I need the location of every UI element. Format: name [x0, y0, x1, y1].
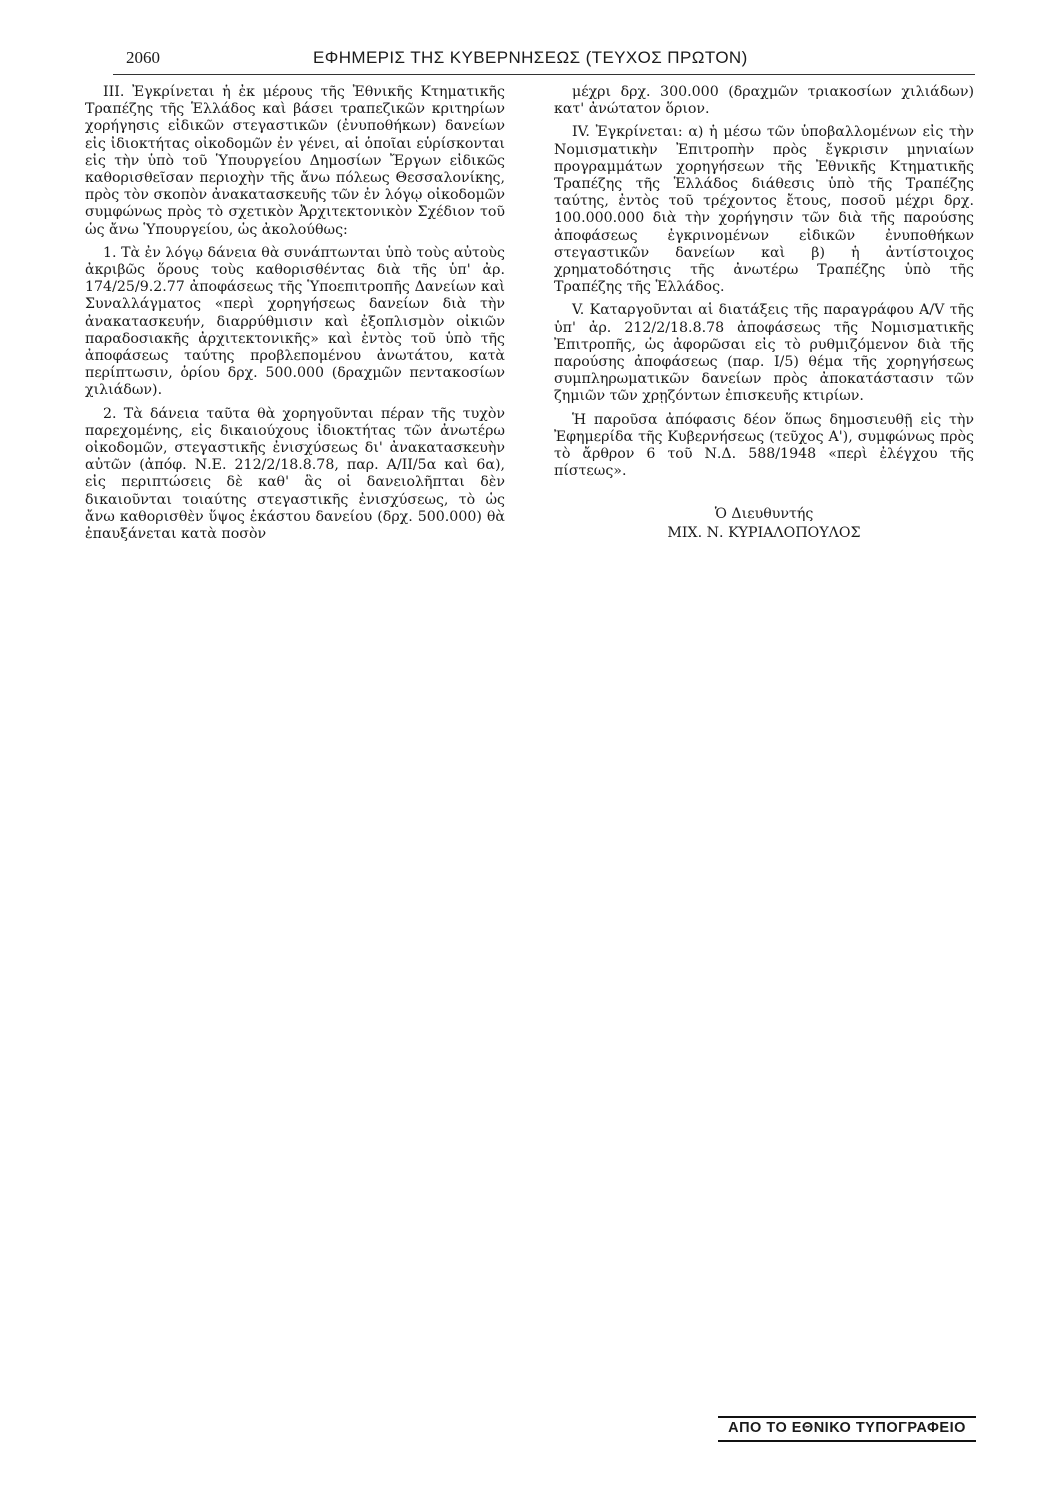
paragraph-iii-2: 2. Τὰ δάνεια ταῦτα θὰ χορηγοῦνται πέραν τῆς τυχὸν παρεχομένης, εἰς δικαιούχους ἰδιοκτήτας τῶν ἀνωτέρω οἰκοδομῶν, στεγαστικῆς ἐνισχύσεως δι' ἀνακατασκευὴν αὐτῶν (ἀπόφ. Ν.Ε. 212/2/18.8.78, παρ. Α/ΙΙ/5α καὶ 6α), εἰς περιπτώσεις δὲ καθ' ἃς οἱ δανειολῆπται δὲν δικαιοῦνται τοιαύτης στεγαστικῆς ἐνισχύσεως, τὸ ὡς ἄνω καθορισθὲν ὕψος ἑκάστου δανείου (δρχ. 500.000) θὰ ἐπαυξάνεται κατὰ ποσὸν: [85, 405, 505, 543]
right-column: [554, 84, 974, 486]
left-column: [85, 84, 505, 549]
signatory-name: ΜΙΧ. Ν. ΚΥΡΙΑΛΟΠΟΥΛΟΣ: [667, 525, 861, 541]
paragraph-v: V. Καταργοῦνται αἱ διατάξεις τῆς παραγράφου Α/V τῆς ὑπ' ἀρ. 212/2/18.8.78 ἀποφάσεως τῆς Νομισματικῆς Ἐπιτροπῆς, ὡς ἀφορῶσαι εἰς τὸ ρυθμιζόμενον διὰ τῆς παρούσης ἀποφάσεως (παρ. Ι/5) θέμα τῆς χορηγήσεως συμπληρωματικῶν δανείων πρὸς ἀποκατάστασιν τῶν ζημιῶν τῶν χρῃζόντων ἐπισκευῆς κτιρίων.: [554, 302, 974, 405]
header-divider: [113, 74, 975, 75]
paragraph-iii-2-continued: μέχρι δρχ. 300.000 (δραχμῶν τριακοσίων χιλιάδων) κατ' ἀνώτατον ὅριον.: [554, 84, 974, 118]
signatory-role: Ὁ Διευθυντής: [714, 506, 814, 522]
signature-block: [554, 505, 974, 543]
page-number: 2060: [126, 48, 160, 67]
printer-imprint: ΑΠΟ ΤΟ ΕΘΝΙΚΟ ΤΥΠΟΓΡΑΦΕΙΟ: [718, 1416, 976, 1442]
page-header: [113, 48, 975, 76]
paragraph-iii-1: 1. Τὰ ἐν λόγῳ δάνεια θὰ συνάπτωνται ὑπὸ τοὺς αὐτοὺς ἀκριβῶς ὅρους τοὺς καθορισθέντας διὰ τῆς ὑπ' ἀρ. 174/25/9.2.77 ἀποφάσεως τῆς Ὑποεπιτροπῆς Δανείων καὶ Συναλλάγματος «περὶ χορηγήσεως δανείων διὰ τὴν ἀνακατασκευήν, διαρρύθμισιν καὶ ἐξοπλισμὸν οἰκιῶν παραδοσιακῆς ἀρχιτεκτονικῆς» καὶ ἐντὸς τοῦ ὑπὸ τῆς ἀποφάσεως ταύτης προβλεπομένου ἀνωτάτου, κατὰ περίπτωσιν, ὁρίου δρχ. 500.000 (δραχμῶν πεντακοσίων χιλιάδων).: [85, 244, 505, 399]
page-title: ΕΦΗΜΕΡΙΣ ΤΗΣ ΚΥΒΕΡΝΗΣΕΩΣ (ΤΕΥΧΟΣ ΠΡΩΤΟΝ): [313, 48, 748, 67]
paragraph-iv: IV. Ἐγκρίνεται: α) ἡ μέσω τῶν ὑποβαλλομένων εἰς τὴν Νομισματικὴν Ἐπιτροπὴν πρὸς ἔγκρισιν μηνιαίων προγραμμάτων χορηγήσεων τῆς Ἐθνικῆς Κτηματικῆς Τραπέζης τῆς Ἑλλάδος διάθεσις ὑπὸ τῆς Τραπέζης ταύτης, ἐντὸς τοῦ τρέχοντος ἔτους, ποσοῦ μέχρι δρχ. 100.000.000 διὰ τὴν χορήγησιν τῶν διὰ τῆς παρούσης ἀποφάσεως ἐγκρινομένων εἰδικῶν ἐνυποθήκων στεγαστικῶν δανείων καὶ β) ἡ ἀντίστοιχος χρηματοδότησις τῆς ἀνωτέρω Τραπέζης ὑπὸ τῆς Τραπέζης τῆς Ἑλλάδος.: [554, 124, 974, 296]
paragraph-publication: Ἡ παροῦσα ἀπόφασις δέον ὅπως δημοσιευθῇ εἰς τὴν Ἐφημερίδα τῆς Κυβερνήσεως (τεῦχος Α'), συμφώνως πρὸς τὸ ἄρθρον 6 τοῦ Ν.Δ. 588/1948 «περὶ ἐλέγχου τῆς πίστεως».: [554, 411, 974, 480]
paragraph-iii: ΙΙΙ. Ἐγκρίνεται ἡ ἐκ μέρους τῆς Ἐθνικῆς Κτηματικῆς Τραπέζης τῆς Ἑλλάδος καὶ βάσει τραπεζικῶν κριτηρίων χορήγησις εἰδικῶν στεγαστικῶν (ἐνυποθήκων) δανείων εἰς ἰδιοκτήτας οἰκοδομῶν ἐν γένει, αἱ ὁποῖαι εὑρίσκονται εἰς τὴν ὑπὸ τοῦ Ὑπουργείου Δημοσίων Ἔργων εἰδικῶς καθορισθεῖσαν περιοχὴν τῆς ἄνω πόλεως Θεσσαλονίκης, πρὸς τὸν σκοπὸν ἀνακατασκευῆς τῶν ἐν λόγῳ οἰκοδομῶν συμφώνως πρὸς τὸ σχετικὸν Ἀρχιτεκτονικὸν Σχέδιον τοῦ ὡς ἄνω Ὑπουργείου, ὡς ἀκολούθως:: [85, 84, 505, 238]
